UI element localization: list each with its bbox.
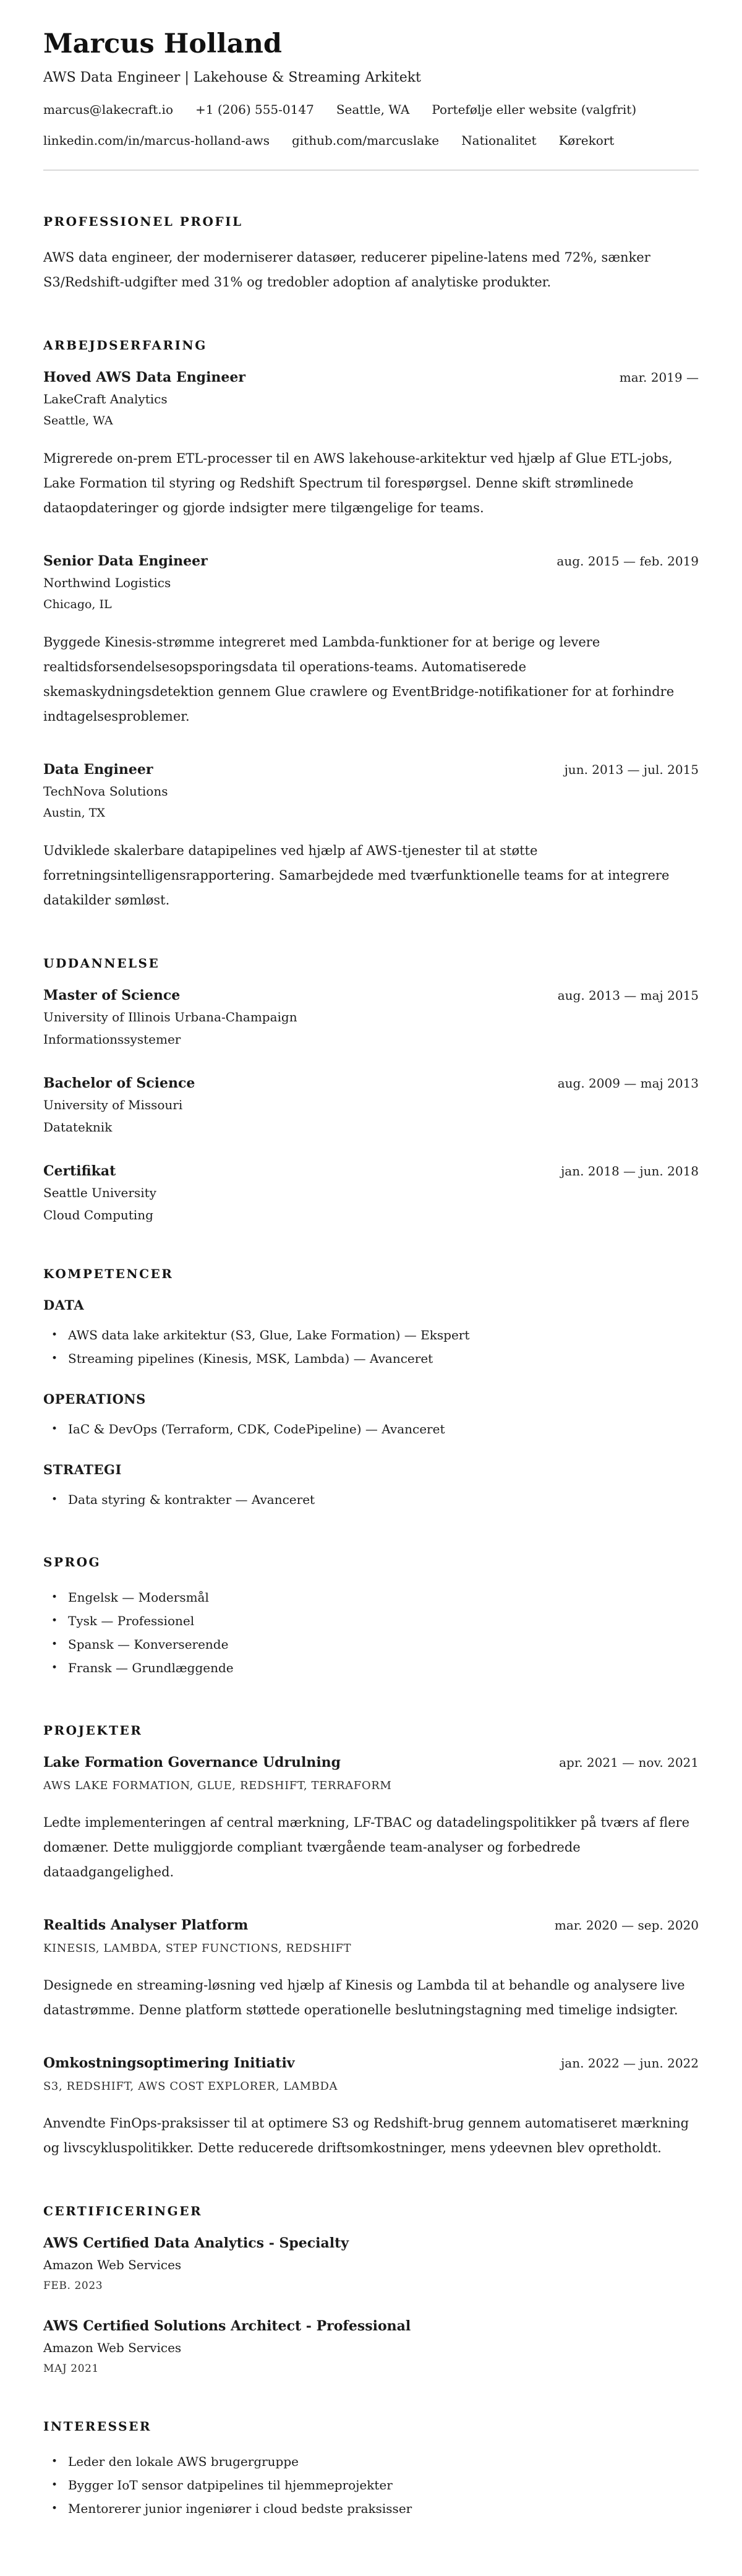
skill-item: • Data styring & kontrakter — Avanceret [43,1488,699,1511]
interest-item: • Leder den lokale AWS brugergruppe [43,2450,699,2473]
person-headline: AWS Data Engineer | Lakehouse & Streaming Arkitekt [43,70,421,85]
resume-header [43,28,699,171]
degree-title: Bachelor of Science [43,1075,195,1091]
skill-group-name: STRATEGI [43,1462,122,1477]
interest-list [43,2450,699,2520]
job-company: Northwind Logistics [43,575,171,590]
section-skills [43,1266,699,1511]
skills-heading: KOMPETENCER [43,1266,174,1281]
section-experience [43,338,699,912]
job-location: Austin, TX [43,806,105,820]
interest-item: • Mentorerer junior ingeniører i cloud bedste praksisser [43,2497,699,2520]
person-name: Marcus Holland [43,28,282,59]
job-location: Chicago, IL [43,598,112,611]
education-entry [43,1162,699,1223]
project-title: Lake Formation Governance Udrulning [43,1754,341,1771]
skill-item: • IaC & DevOps (Terraform, CDK, CodePipeline) — Avanceret [43,1417,699,1441]
skill-group-operations [43,1391,699,1441]
job-company: LakeCraft Analytics [43,392,168,406]
project-tags: S3, REDSHIFT, AWS COST EXPLORER, LAMBDA [43,2080,338,2093]
project-entry [43,1917,699,2022]
skill-group-name: DATA [43,1297,85,1313]
degree-dates: aug. 2013 — maj 2015 [557,988,699,1003]
project-entry [43,2054,699,2160]
job-title: Hoved AWS Data Engineer [43,369,246,385]
job-company: TechNova Solutions [43,784,168,799]
certification-entry [43,2235,699,2293]
job-description: Udviklede skalerbare datapipelines ved hjælp af AWS-tjenester til at støtte forretningsintelligensrapportering. Samarbejdede med tværfunktionelle teams for at integrere datakilder sømløst. [43,843,670,908]
language-item: • Spansk — Konverserende [43,1633,699,1656]
contact-linkedin: linkedin.com/in/marcus-holland-aws [43,133,270,148]
language-item: • Fransk — Grundlæggende [43,1656,699,1680]
certification-name: AWS Certified Data Analytics - Specialty [43,2235,349,2251]
section-projects [43,1723,699,2160]
job-title: Data Engineer [43,762,153,778]
certification-issuer: Amazon Web Services [43,2340,182,2355]
certifications-heading: CERTIFICERINGER [43,2204,203,2218]
education-entry [43,1075,699,1135]
education-entry [43,987,699,1047]
certification-issuer: Amazon Web Services [43,2257,182,2272]
section-languages [43,1555,699,1680]
job-dates: jun. 2013 — jul. 2015 [564,762,699,777]
skill-list [43,1323,699,1370]
project-tags: AWS LAKE FORMATION, GLUE, REDSHIFT, TERRAFORM [43,1779,392,1792]
school-name: Seattle University [43,1185,156,1200]
contact-github: github.com/marcuslake [291,133,440,148]
job-dates: aug. 2015 — feb. 2019 [556,554,699,569]
skill-group-data [43,1297,699,1370]
skill-item: • AWS data lake arkitektur (S3, Glue, Lake Formation) — Ekspert [43,1323,699,1347]
skill-list [43,1417,699,1441]
contact-row-1 [43,101,699,118]
contact-drivers-license: Kørekort [558,133,615,148]
section-profile [43,214,699,294]
project-dates: apr. 2021 — nov. 2021 [559,1755,699,1770]
header-divider [43,170,699,171]
degree-title: Master of Science [43,987,181,1003]
school-name: University of Illinois Urbana-Champaign [43,1010,297,1024]
project-entry [43,1754,699,1884]
projects-heading: PROJEKTER [43,1723,143,1738]
language-item: • Tysk — Professionel [43,1609,699,1633]
job-description: Migrerede on-prem ETL-processer til en AWS lakehouse-arkitektur ved hjælp af Glue ETL-jobs, Lake Formation til styring og Redshift Spectrum til forespørgsel. Denne skift strømlinede dataopdateringer og gjorde indsigter mere tilgængelige for teams. [43,451,673,515]
skill-item: • Streaming pipelines (Kinesis, MSK, Lambda) — Avanceret [43,1347,699,1370]
job-dates: mar. 2019 — [619,370,699,385]
interest-item: • Bygger IoT sensor datpipelines til hjemmeprojekter [43,2473,699,2497]
section-certifications [43,2204,699,2376]
education-heading: UDDANNELSE [43,956,160,971]
job-description: Byggede Kinesis-strømme integreret med Lambda-funktioner for at berige og levere realtidsforsendelsesopsporingsdata til operations-teams. Automatiserede skemaskydningsdetektion gennem Glue crawlere og EventBridge-notifikationer for at forhindre indtagelsesproblemer. [43,635,675,724]
project-description: Anvendte FinOps-praksisser til at optimere S3 og Redshift-brug gennem automatiseret mærkning og livscykluspolitikker. Dette reducerede driftsomkostninger, mens ydeevnen blev opretholdt. [43,2116,689,2155]
profile-heading: PROFESSIONEL PROFIL [43,214,243,229]
skill-list [43,1488,699,1511]
skill-group-name: OPERATIONS [43,1391,146,1407]
contact-location: Seattle, WA [336,102,410,117]
contact-website-placeholder: Portefølje eller website (valgfrit) [432,102,637,117]
degree-dates: jan. 2018 — jun. 2018 [561,1164,699,1179]
contact-nationality: Nationalitet [461,133,537,148]
section-education [43,956,699,1223]
field-of-study: Datateknik [43,1120,113,1135]
profile-text: AWS data engineer, der moderniserer datasøer, reducerer pipeline-latens med 72%, sænker S3/Redshift-udgifter med 31% og tredobler adoption af analytiske produkter. [43,250,650,290]
degree-title: Certifikat [43,1163,116,1179]
project-tags: KINESIS, LAMBDA, STEP FUNCTIONS, REDSHIFT [43,1942,352,1955]
project-description: Ledte implementeringen af central mærkning, LF-TBAC og datadelingspolitikker på tværs af flere domæner. Dette muliggjorde compliant tværgående team-analyser og forbedrede dataadgangelighed. [43,1815,690,1879]
field-of-study: Cloud Computing [43,1208,153,1222]
languages-heading: SPROG [43,1555,101,1569]
language-list [43,1586,699,1680]
certification-date: MAJ 2021 [43,2363,99,2375]
project-title: Omkostningsoptimering Initiativ [43,2055,295,2071]
job-entry [43,369,699,520]
contact-row-2 [43,132,699,148]
certification-entry [43,2317,699,2376]
section-interests [43,2419,699,2520]
contact-email: marcus@lakecraft.io [43,102,173,117]
certification-date: FEB. 2023 [43,2280,103,2292]
degree-dates: aug. 2009 — maj 2013 [557,1076,699,1091]
contact-phone: +1 (206) 555-0147 [195,102,314,117]
job-title: Senior Data Engineer [43,553,208,569]
school-name: University of Missouri [43,1097,183,1112]
project-description: Designede en streaming-løsning ved hjælp af Kinesis og Lambda til at behandle og analysere live datastrømme. Denne platform støttede operationelle beslutningstagning med timelige indsigter. [43,1978,685,2017]
job-location: Seattle, WA [43,414,113,427]
experience-heading: ARBEJDSERFARING [43,338,207,353]
interests-heading: INTERESSER [43,2419,151,2434]
project-title: Realtids Analyser Platform [43,1917,249,1933]
project-dates: mar. 2020 — sep. 2020 [554,1918,699,1933]
project-dates: jan. 2022 — jun. 2022 [561,2056,699,2071]
job-entry [43,552,699,729]
field-of-study: Informationssystemer [43,1032,181,1047]
certification-name: AWS Certified Solutions Architect - Professional [43,2318,411,2334]
language-item: • Engelsk — Modersmål [43,1586,699,1609]
job-entry [43,761,699,912]
skill-group-strategy [43,1462,699,1511]
